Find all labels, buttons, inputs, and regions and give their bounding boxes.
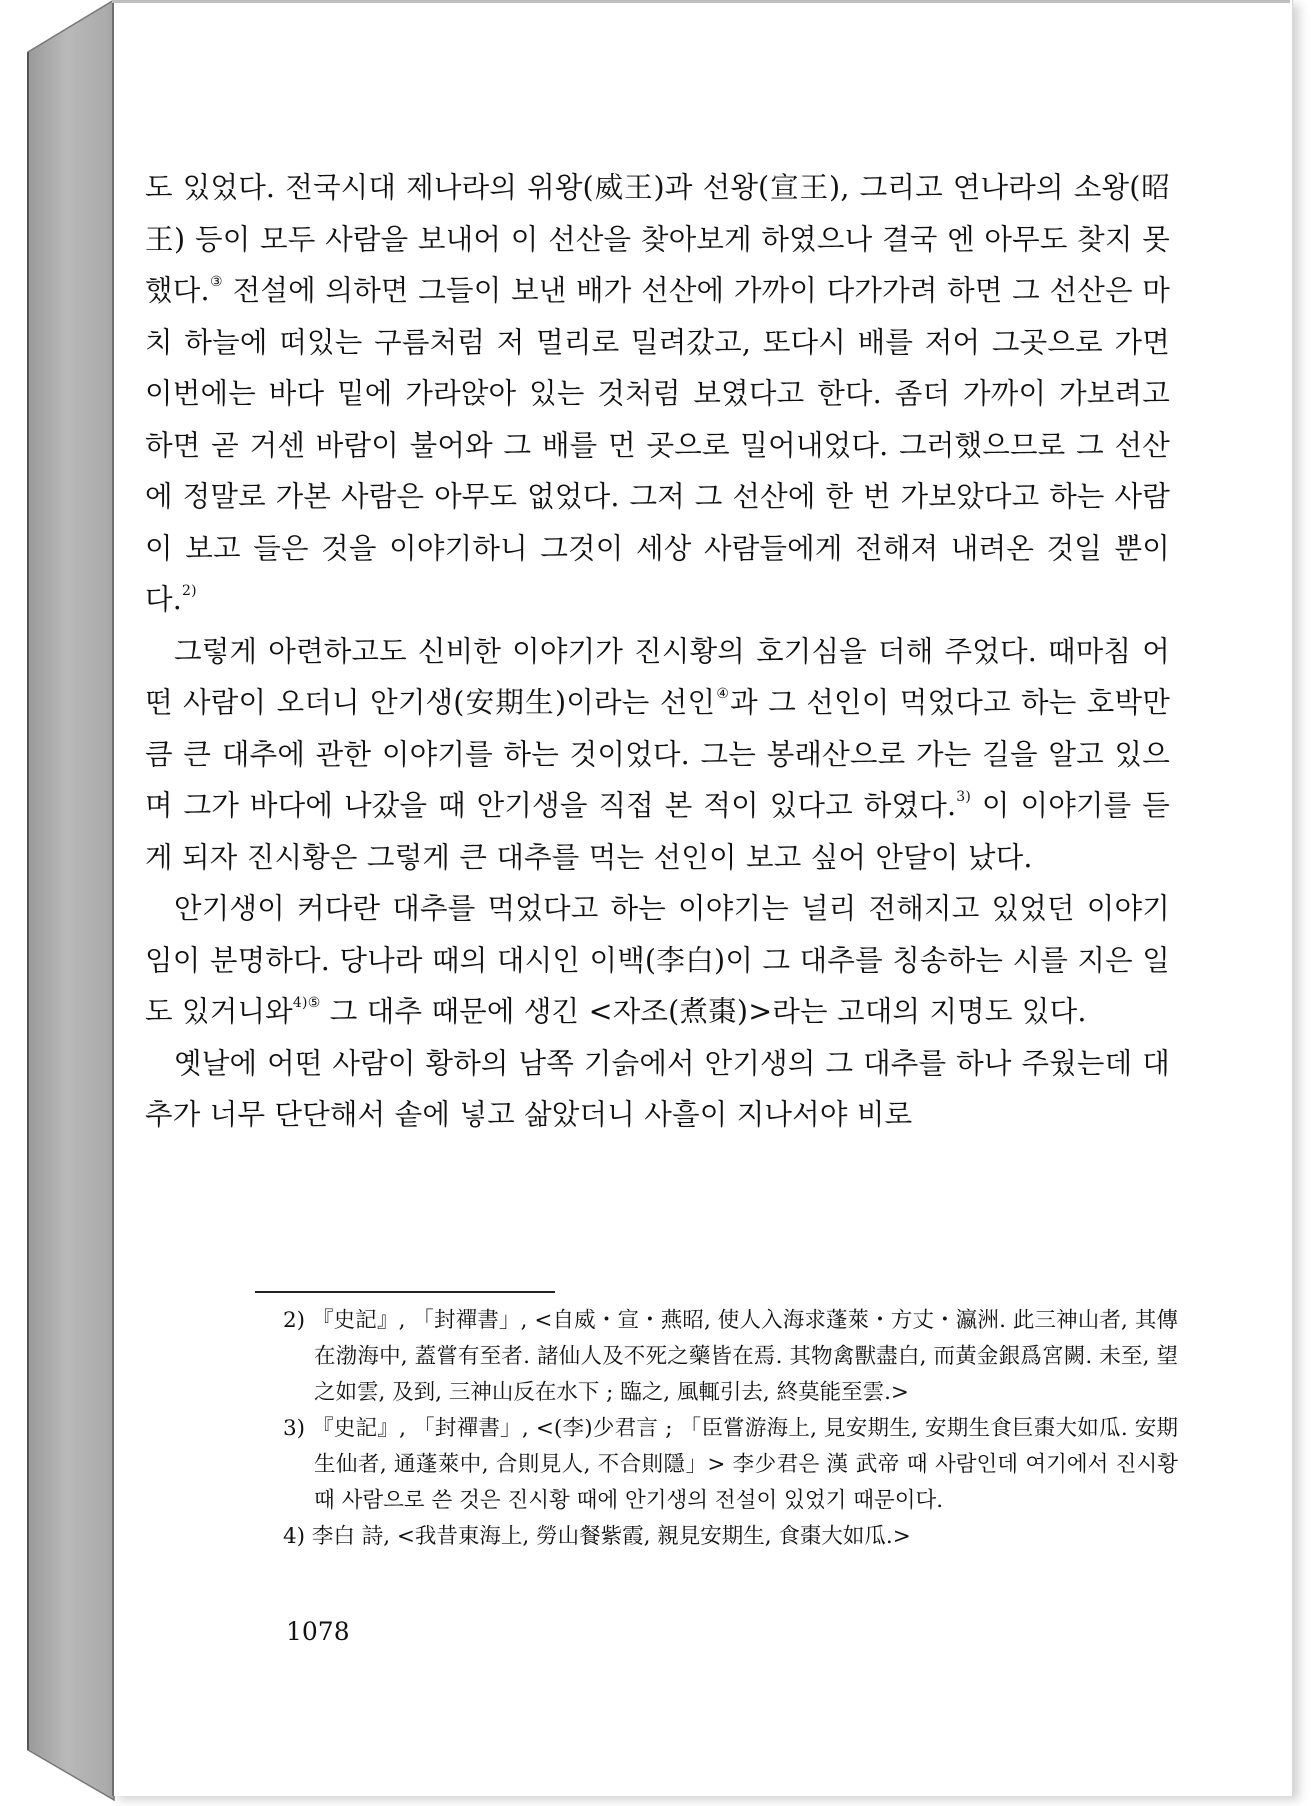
page-top-edge	[112, 0, 1290, 3]
paragraph-3: 안기생이 커다란 대추를 먹었다고 하는 이야기는 널리 전해지고 있었던 이야기임이 분명하다. 당나라 때의 대시인 이백(李白)이 그 대추를 칭송하는 시를 지은 일도 있거니와$^{4)⑤}$ 그 대추 때문에 생긴 <자조(煮棗)>라는 고대의 지명도 있다.	[145, 892, 1170, 1028]
footnote-4: 4) 李白 詩, <我昔東海上, 勞山餐紫霞, 親見安期生, 食棗大如瓜.>	[283, 1524, 911, 1549]
paragraph-1: 도 있었다. 전국시대 제나라의 위왕(威王)과 선왕(宣王), 그리고 연나라의 소왕(昭王) 등이 모두 사람을 보내어 이 선산을 찾아보게 하였으나 결국 엔 아무도 찾지 못했다.③ 전설에 의하면 그들이 보낸 배가 선산에 가까이 다가가려 하면 그 선산은 마치 하늘에 떠있는 구름처럼 저 멀리로 밀려갔고, 또다시 배를 저어 그곳으로 가면 이번에는 바다 밑에 가라앉아 있는 것처럼 보였다고 한다. 좀더 가까이 가보려고 하면 곧 거센 바람이 불어와 그 배를 먼 곳으로 밀어내었다. 그러했으므로 그 선산에 정말로 가본 사람은 아무도 없었다. 그저 그 선산에 한 번 가보았다고 하는 사람이 보고 들은 것을 이야기하니 그것이 세상 사람들에게 전해져 내려온 것일 뿐이다.$^{2)}$	[145, 171, 1170, 616]
footnote-ref: 4)	[292, 994, 308, 1011]
circled-note-mark: ④	[715, 685, 731, 702]
paragraph-2: 그렇게 아련하고도 신비한 이야기가 진시황의 호기심을 더해 주었다. 때마침 어떤 사람이 오더니 안기생(安期生)이라는 선인④과 그 선인이 먹었다고 하는 호박만큼 큰 대추에 관한 이야기를 하는 것이었다. 그는 봉래산으로 가는 길을 알고 있으며 그가 바다에 나갔을 때 안기생을 직접 본 적이 있다고 하였다.$^{3)}$ 이 이야기를 듣게 되자 진시황은 그렇게 큰 대추를 먹는 선인이 보고 싶어 안달이 났다.	[145, 634, 1170, 874]
footnote-2: 2) 『史記』, 「封禪書」, <自威・宣・燕昭, 使人入海求蓬萊・方丈・瀛洲. 此三神山者, 其傳在渤海中, 蓋嘗有至者. 諸仙人及不死之藥皆在焉. 其物禽獸盡白, 而黃金銀爲宮闕. 未至, 望之如雲, 及到, 三神山反在水下 ; 臨之, 風輒引去, 終莫能至雲.>	[283, 1308, 1178, 1405]
main-text	[145, 162, 1170, 1141]
page-number: 1078	[286, 1617, 350, 1646]
footnote-3: 3) 『史記』, 「封禪書」, <(李)少君言 ; 「臣嘗游海上, 見安期生, 安期生食巨棗大如瓜. 安期生仙者, 通蓬萊中, 合則見人, 不合則隱」> 李少君은 漢 武帝 때 사람인데 여기에서 진시황 때 사람으로 쓴 것은 진시황 때에 안기생의 전설이 있었기 때문이다.	[283, 1416, 1178, 1513]
circled-note-mark: ③	[209, 273, 224, 290]
footnote-separator	[255, 1291, 555, 1293]
footnotes	[283, 1303, 1178, 1555]
footnote-ref: 2)	[182, 582, 197, 599]
book-spine	[0, 0, 130, 1806]
footnote-ref: 3)	[956, 788, 971, 805]
paragraph-4: 옛날에 어떤 사람이 황하의 남쪽 기슭에서 안기생의 그 대추를 하나 주웠는데 대추가 너무 단단해서 솥에 넣고 삶았더니 사흘이 지나서야 비로	[145, 1046, 1170, 1131]
circled-note-mark: ⑤	[307, 994, 321, 1011]
